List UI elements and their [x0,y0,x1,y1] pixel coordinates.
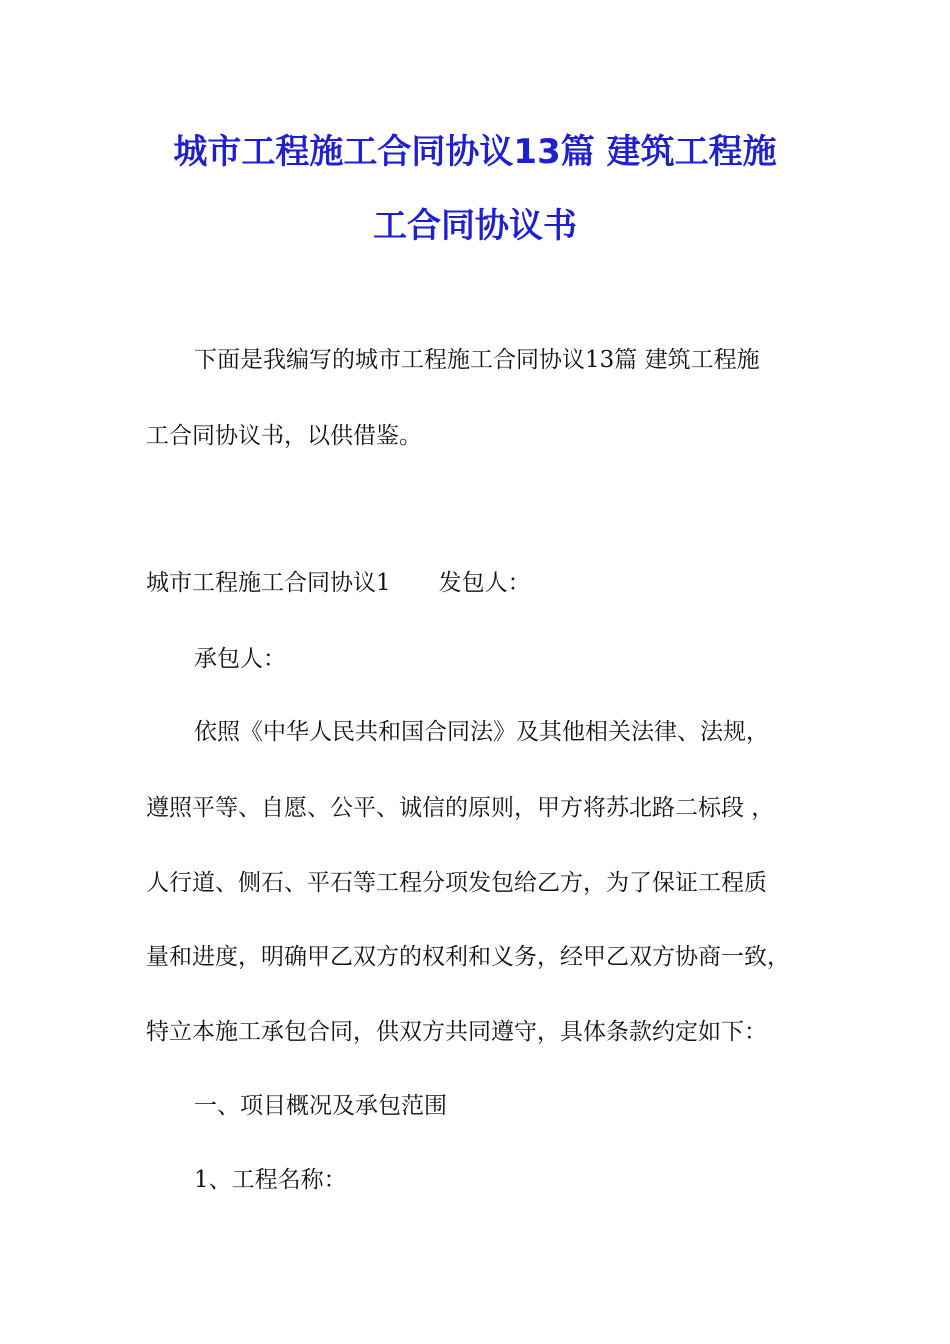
paragraph-line: 遵照平等、自愿、公平、诚信的原则，甲方将苏北路二标段 ， [146,795,775,821]
document-title-line-2: 工合同协议书 [373,206,577,246]
section-heading: 城市工程施工合同协议1 [146,570,391,596]
paragraph-line: 量和进度，明确甲乙双方的权利和义务，经甲乙双方协商一致， [146,944,790,970]
paragraph-line: 依照《中华人民共和国合同法》及其他相关法律、法规， [194,719,769,745]
issuer-label: 发包人： [438,570,531,596]
paragraph-line: 特立本施工承包合同，供双方共同遵守，具体条款约定如下： [146,1019,767,1045]
receiver-label: 承包人： [194,646,286,672]
intro-line-2: 工合同协议书，以供借鉴。 [146,423,422,449]
clause-item: 1、工程名称： [194,1167,347,1193]
document-title-line-1: 城市工程施工合同协议13篇 建筑工程施 [173,132,777,172]
paragraph-line: 人行道、侧石、平石等工程分项发包给乙方，为了保证工程质 [146,870,767,896]
intro-line-1: 下面是我编写的城市工程施工合同协议13篇 建筑工程施 [194,347,760,373]
section-heading-row [146,568,531,598]
clause-heading: 一、项目概况及承包范围 [194,1093,447,1119]
